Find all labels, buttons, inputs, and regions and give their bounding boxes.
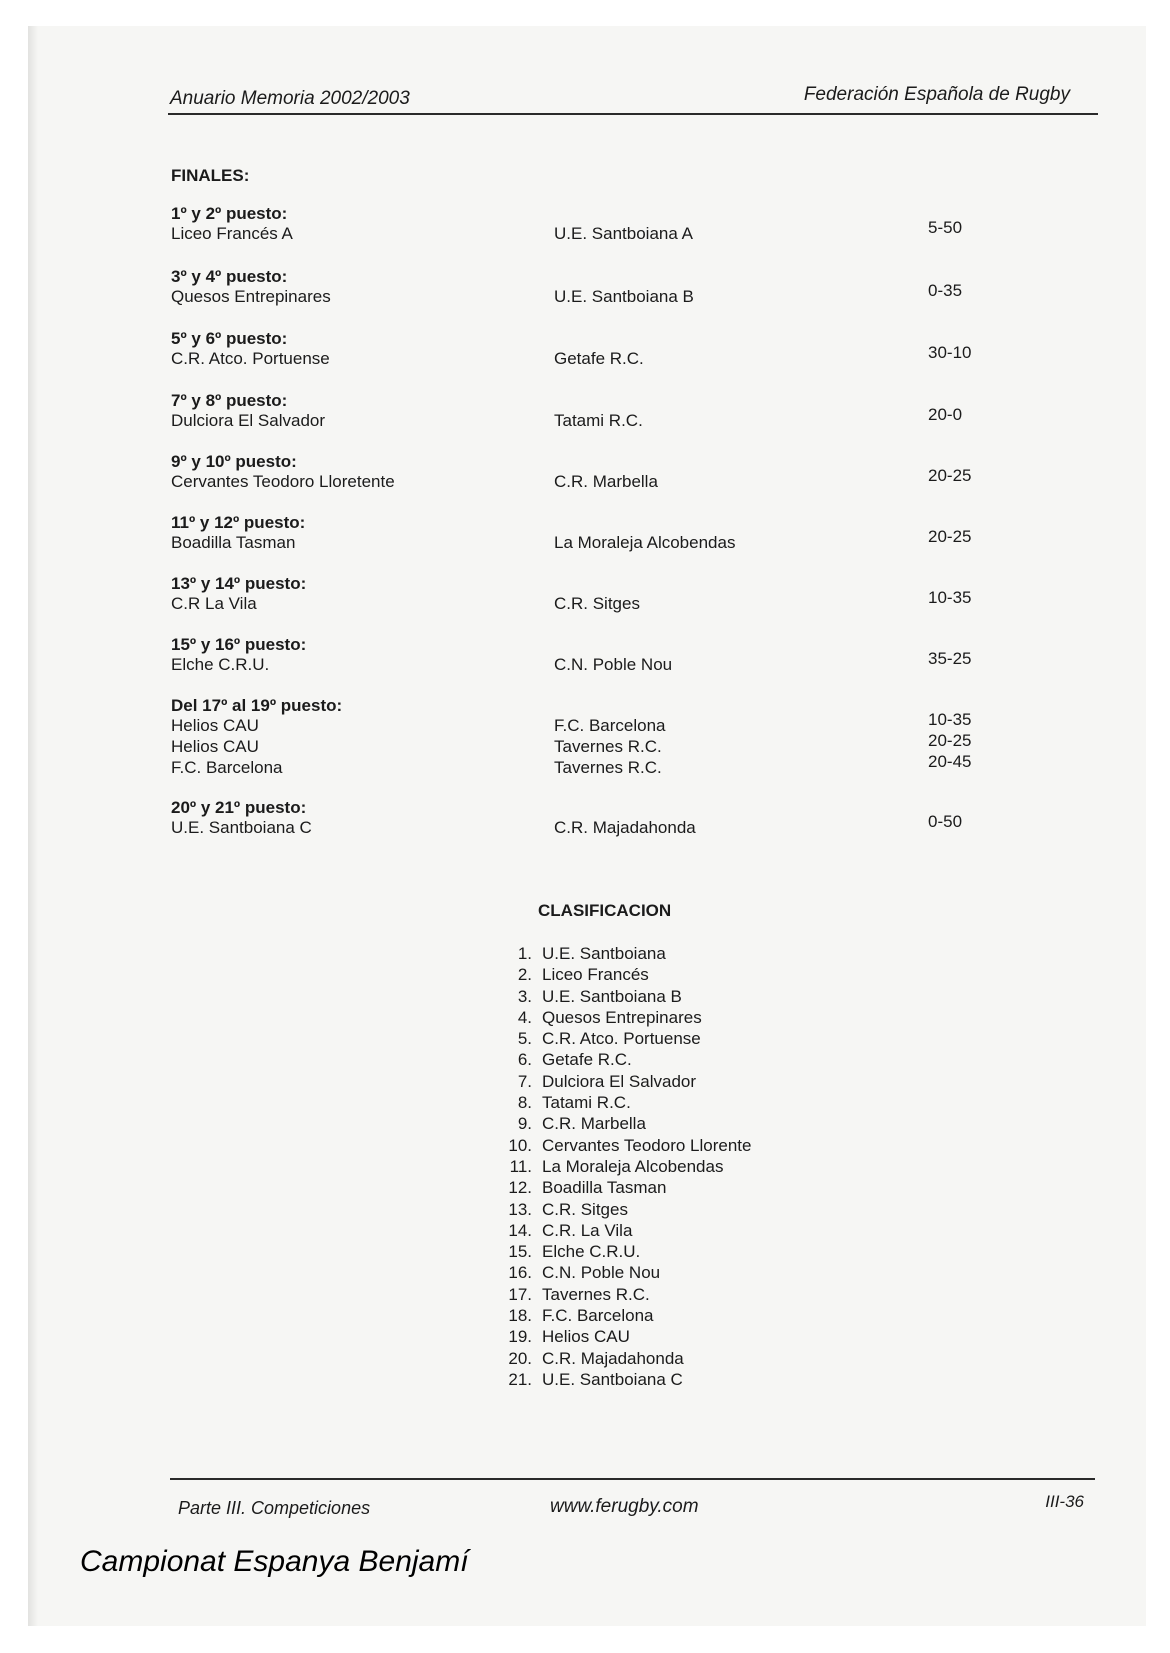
classification-team: Boadilla Tasman <box>542 1178 667 1198</box>
classification-team: U.E. Santboiana C <box>542 1369 683 1389</box>
final-group-label: 15º y 16º puesto: <box>171 635 307 654</box>
final-group <box>171 328 1071 394</box>
classification-team: Getafe R.C. <box>542 1050 632 1070</box>
classification-team: Tavernes R.C. <box>542 1284 650 1304</box>
classification-team: F.C. Barcelona <box>542 1306 654 1326</box>
classification-item <box>490 1241 752 1262</box>
classification-item <box>490 1199 752 1220</box>
classification-position: 8. <box>517 1093 532 1113</box>
classification-item <box>490 1284 752 1305</box>
classification-team: Dulciora El Salvador <box>542 1071 697 1091</box>
classification-position: 20. <box>508 1348 532 1368</box>
classification-item <box>490 1220 752 1241</box>
final-group <box>171 512 1071 578</box>
final-group <box>171 695 1071 777</box>
classification-item <box>490 1092 752 1113</box>
classification-item <box>490 1156 752 1177</box>
classification-team: C.R. Majadahonda <box>542 1348 684 1368</box>
home-team: C.R. Atco. Portuense <box>171 349 330 368</box>
classification-position: 17. <box>508 1284 532 1304</box>
classification-item <box>490 1028 752 1049</box>
classification-item <box>490 1071 752 1092</box>
match-score: 10-35 <box>928 588 972 607</box>
away-team: C.R. Sitges <box>554 594 640 613</box>
final-match-row <box>171 405 1071 432</box>
final-group-label: Del 17º al 19º puesto: <box>171 696 343 715</box>
classification-team: U.E. Santboiana B <box>542 986 682 1006</box>
final-group-label: 13º y 14º puesto: <box>171 574 307 593</box>
final-match-row <box>171 218 1071 245</box>
classification-item <box>490 1177 752 1198</box>
classification-position: 3. <box>517 986 532 1006</box>
classification-position: 19. <box>508 1327 532 1347</box>
match-score: 5-50 <box>928 218 963 237</box>
classification-list <box>490 943 752 1390</box>
classification-item <box>490 964 752 985</box>
footer-section: Parte III. Competiciones <box>178 1498 371 1518</box>
home-team: Elche C.R.U. <box>171 655 270 674</box>
final-group <box>171 797 1071 863</box>
classification-team: Helios CAU <box>542 1327 630 1347</box>
home-team: U.E. Santboiana C <box>171 818 312 837</box>
final-match-row <box>171 527 1071 554</box>
classification-item <box>490 943 752 964</box>
final-match-row <box>171 343 1071 370</box>
away-team: C.R. Majadahonda <box>554 818 696 837</box>
image-caption: Campionat Espanya Benjamí <box>80 1545 469 1578</box>
match-score: 20-0 <box>928 405 963 424</box>
classification-position: 4. <box>517 1007 532 1027</box>
final-match-row <box>171 281 1071 308</box>
classification-position: 18. <box>508 1306 532 1326</box>
classification-item <box>490 1305 752 1326</box>
classification-item <box>490 1049 752 1070</box>
away-team: U.E. Santboiana B <box>554 287 694 306</box>
home-team: Dulciora El Salvador <box>171 411 326 430</box>
final-group-label: 1º y 2º puesto: <box>171 204 288 223</box>
away-team: Tavernes R.C. <box>554 758 662 777</box>
final-group <box>171 573 1071 639</box>
classification-team: La Moraleja Alcobendas <box>542 1156 724 1176</box>
match-score: 20-25 <box>928 466 972 485</box>
final-match-row <box>171 649 1071 676</box>
away-team: C.R. Marbella <box>554 472 658 491</box>
final-match-row <box>171 752 1071 779</box>
classification-position: 12. <box>508 1178 532 1198</box>
classification-position: 7. <box>517 1071 532 1091</box>
classification-position: 9. <box>517 1114 532 1134</box>
final-match-row <box>171 466 1071 493</box>
final-group-label: 20º y 21º puesto: <box>171 798 307 817</box>
classification-team: Elche C.R.U. <box>542 1242 641 1262</box>
final-group-label: 11º y 12º puesto: <box>171 513 306 532</box>
classification-position: 16. <box>508 1263 532 1283</box>
final-group-label: 5º y 6º puesto: <box>171 329 288 348</box>
header-title-left: Anuario Memoria 2002/2003 <box>170 88 410 109</box>
classification-team: C.N. Poble Nou <box>542 1263 661 1283</box>
home-team: Helios CAU <box>171 737 259 756</box>
classification-item <box>490 1326 752 1347</box>
final-group-label: 3º y 4º puesto: <box>171 267 288 286</box>
match-score: 20-25 <box>928 527 972 546</box>
classification-item <box>490 1113 752 1134</box>
classification-team: C.R. Atco. Portuense <box>542 1029 701 1049</box>
home-team: Liceo Francés A <box>171 224 293 243</box>
away-team: F.C. Barcelona <box>554 716 666 735</box>
classification-item <box>490 1369 752 1390</box>
match-score: 35-25 <box>928 649 972 668</box>
classification-position: 6. <box>517 1050 532 1070</box>
classification-item <box>490 1135 752 1156</box>
final-match-row <box>171 588 1071 615</box>
final-group <box>171 451 1071 517</box>
final-group <box>171 203 1071 269</box>
header-title-right: Federación Española de Rugby <box>803 84 1070 105</box>
classification-team: Cervantes Teodoro Llorente <box>542 1135 752 1155</box>
home-team: C.R La Vila <box>171 594 257 613</box>
classification-position: 5. <box>517 1029 532 1049</box>
header-rule <box>168 113 1098 115</box>
final-group <box>171 634 1071 700</box>
away-team: Tatami R.C. <box>554 411 643 430</box>
away-team: Tavernes R.C. <box>554 737 662 756</box>
classification-team: C.R. La Vila <box>542 1220 633 1240</box>
match-score: 20-45 <box>928 752 972 771</box>
away-team: La Moraleja Alcobendas <box>554 533 736 552</box>
home-team: Helios CAU <box>171 716 259 735</box>
final-group <box>171 390 1071 456</box>
classification-position: 2. <box>517 965 532 985</box>
classification-position: 1. <box>517 944 532 963</box>
classification-position: 13. <box>508 1199 532 1219</box>
home-team: F.C. Barcelona <box>171 758 283 777</box>
final-group <box>171 266 1071 332</box>
classification-item <box>490 1348 752 1369</box>
match-score: 0-50 <box>928 812 963 831</box>
away-team: Getafe R.C. <box>554 349 644 368</box>
home-team: Boadilla Tasman <box>171 533 296 552</box>
away-team: C.N. Poble Nou <box>554 655 673 674</box>
classification-team: C.R. Marbella <box>542 1114 646 1134</box>
classification-position: 11. <box>509 1156 532 1176</box>
match-score: 30-10 <box>928 343 972 362</box>
classification-team: Liceo Francés <box>542 965 649 985</box>
classification-position: 14. <box>508 1220 532 1240</box>
footer-website-link[interactable]: www.ferugby.com <box>550 1496 699 1517</box>
finals-title: FINALES: <box>171 166 250 185</box>
classification-team: U.E. Santboiana <box>542 944 666 963</box>
classification-team: Tatami R.C. <box>542 1093 631 1113</box>
final-group-label: 9º y 10º puesto: <box>171 452 297 471</box>
classification-position: 21. <box>508 1369 532 1389</box>
away-team: U.E. Santboiana A <box>554 224 693 243</box>
page-number: III-36 <box>1045 1492 1084 1511</box>
footer-rule <box>170 1478 1095 1480</box>
classification-team: C.R. Sitges <box>542 1199 628 1219</box>
classification-team: Quesos Entrepinares <box>542 1007 702 1027</box>
classification-item <box>490 1007 752 1028</box>
classification-title: CLASIFICACION <box>538 901 672 920</box>
match-score: 20-25 <box>928 731 972 750</box>
match-score: 0-35 <box>928 281 963 300</box>
home-team: Quesos Entrepinares <box>171 287 331 306</box>
classification-item <box>490 1262 752 1283</box>
home-team: Cervantes Teodoro Lloretente <box>171 472 395 491</box>
match-score: 10-35 <box>928 710 972 729</box>
classification-position: 10. <box>508 1135 532 1155</box>
classification-position: 15. <box>508 1242 532 1262</box>
final-group-label: 7º y 8º puesto: <box>171 391 288 410</box>
final-match-row <box>171 812 1071 839</box>
classification-item <box>490 986 752 1007</box>
